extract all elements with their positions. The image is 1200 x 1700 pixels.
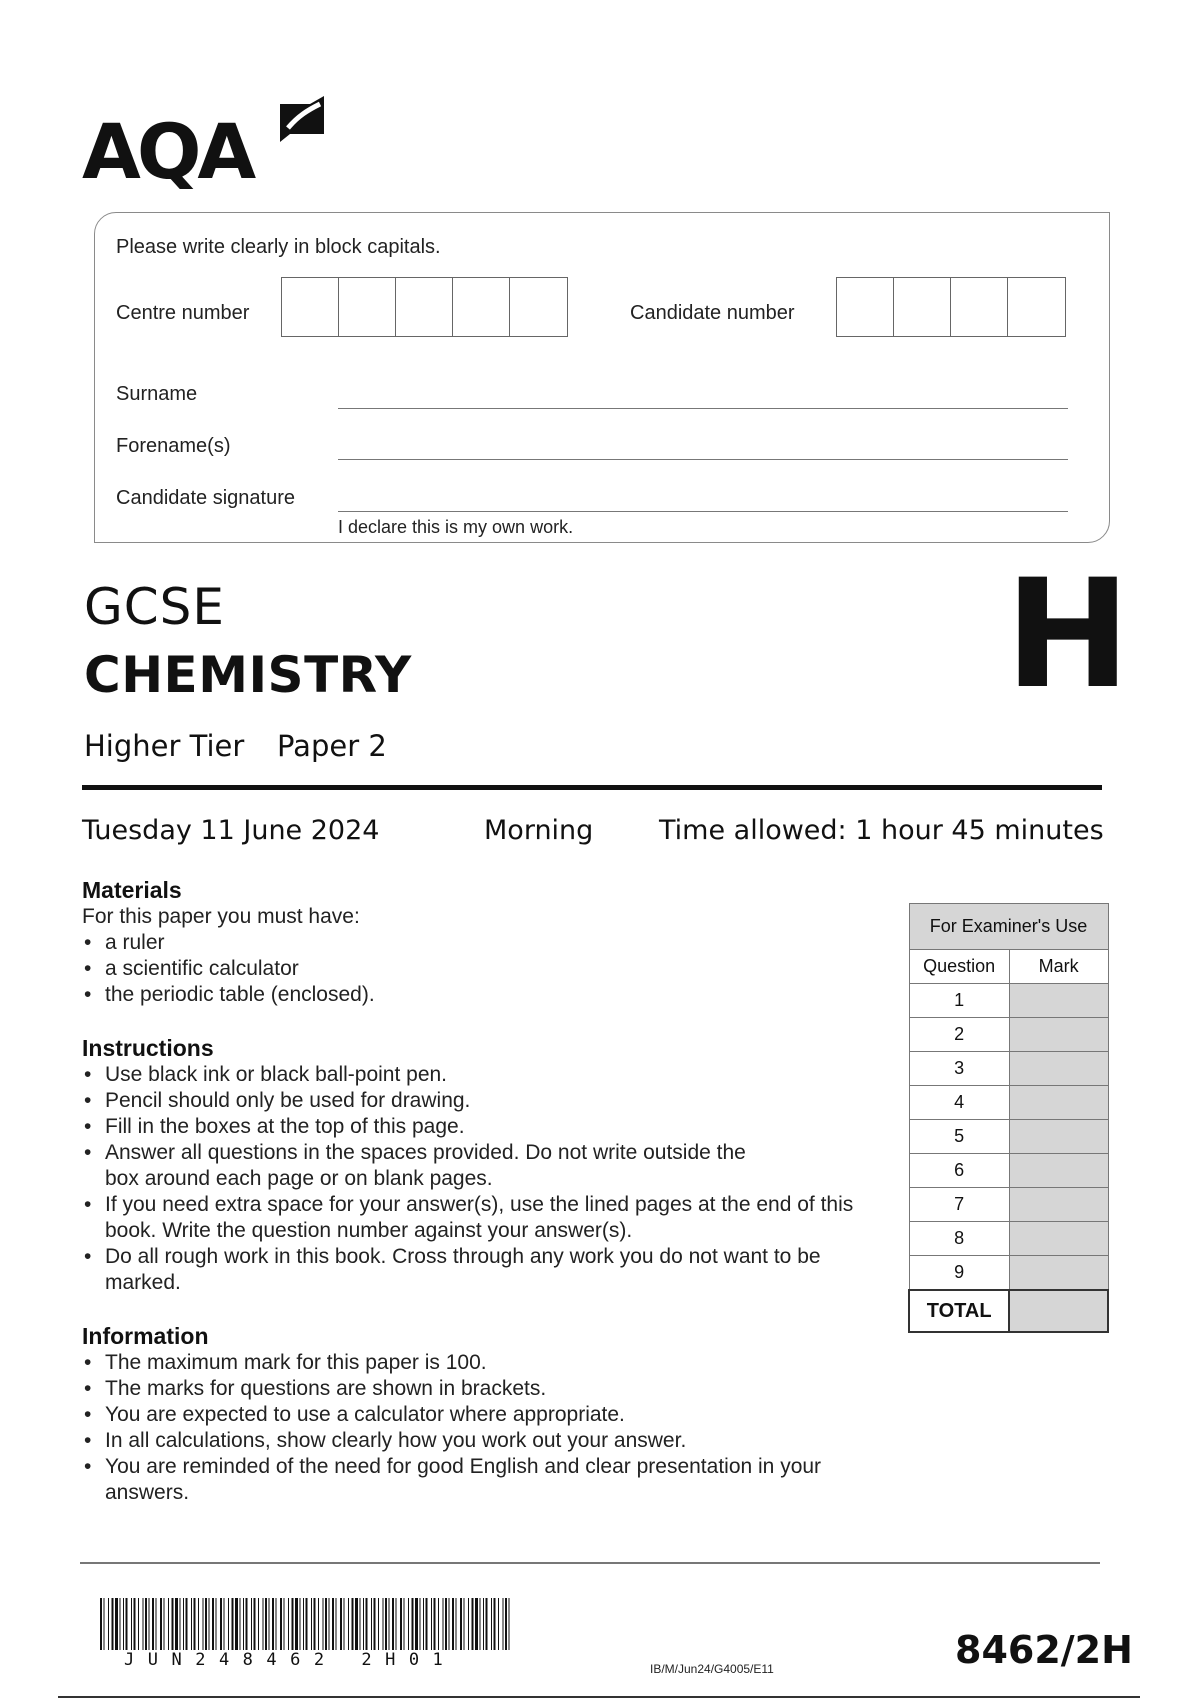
table-row — [909, 1018, 1108, 1052]
barcode-bar — [145, 1598, 147, 1650]
question-number: 7 — [909, 1188, 1009, 1222]
candidate-number-label: Candidate number — [630, 302, 795, 324]
qualification-level: GCSE — [84, 578, 225, 636]
barcode-bar — [494, 1598, 496, 1650]
barcode-bar — [232, 1598, 234, 1650]
barcode-bar — [360, 1598, 361, 1650]
barcode-bar — [134, 1598, 136, 1650]
barcode-bar — [164, 1598, 165, 1650]
declaration-text: I declare this is my own work. — [338, 517, 574, 537]
information-item: • You are reminded of the need for good English and clear presentation in your answers. — [82, 1454, 825, 1506]
materials-intro: For this paper you must have: — [82, 905, 360, 928]
question-column-header: Question — [909, 950, 1009, 984]
exam-date: Tuesday 11 June 2024 — [82, 815, 380, 846]
barcode-bar — [203, 1598, 204, 1650]
paper-label: Paper 2 — [277, 729, 387, 763]
barcode-bar — [385, 1598, 387, 1650]
barcode-bar — [152, 1598, 154, 1650]
barcode-bar — [220, 1598, 222, 1650]
table-row — [909, 1222, 1108, 1256]
barcode-bar — [156, 1598, 157, 1650]
barcode-bar — [183, 1598, 184, 1650]
barcode-bar — [486, 1598, 488, 1650]
mark-cell — [1009, 984, 1108, 1018]
question-number: 5 — [909, 1120, 1009, 1154]
barcode-bar — [175, 1598, 178, 1650]
barcode-bar — [363, 1598, 364, 1650]
barcode-bar — [228, 1598, 229, 1650]
barcode-bar — [352, 1598, 354, 1650]
barcode-bar — [452, 1598, 454, 1650]
surname-field[interactable] — [338, 408, 1068, 409]
barcode-bar — [449, 1598, 450, 1650]
barcode-bar — [472, 1598, 474, 1650]
centre-number-digit-box[interactable] — [453, 278, 510, 336]
total-mark-cell — [1009, 1290, 1108, 1332]
barcode-bar — [426, 1598, 428, 1650]
barcode-bar — [254, 1598, 256, 1650]
materials-section — [82, 877, 882, 1008]
barcode-text: JUN248462 2H01 — [124, 1650, 457, 1670]
tier-label: Higher Tier — [84, 729, 245, 763]
barcode-bar — [323, 1598, 324, 1650]
candidate-number-field[interactable] — [836, 277, 1066, 337]
barcode-bar — [295, 1598, 298, 1650]
barcode-bar — [311, 1598, 312, 1650]
mark-cell — [1009, 1222, 1108, 1256]
barcode-bar — [443, 1598, 444, 1650]
question-number: 2 — [909, 1018, 1009, 1052]
forename-label: Forename(s) — [116, 435, 231, 457]
barcode-bar — [224, 1598, 225, 1650]
total-label: TOTAL — [909, 1290, 1009, 1332]
table-row — [909, 1120, 1108, 1154]
barcode-bar — [212, 1598, 214, 1650]
barcode-bar — [100, 1598, 102, 1650]
barcode-bar — [348, 1598, 349, 1650]
information-item: • The marks for questions are shown in brackets. — [82, 1376, 842, 1402]
barcode-bar — [412, 1598, 414, 1650]
instruction-item: • Do all rough work in this book. Cross through any work you do not want to be marked. — [82, 1244, 845, 1296]
table-row — [909, 1154, 1108, 1188]
barcode-bar — [332, 1598, 334, 1650]
barcode-bar — [378, 1598, 379, 1650]
barcode-bar — [336, 1598, 337, 1650]
instruction-item: • Pencil should only be used for drawing. — [82, 1088, 872, 1114]
table-row — [909, 1086, 1108, 1120]
total-row — [909, 1290, 1108, 1332]
barcode-bar — [491, 1598, 492, 1650]
barcode-bar — [475, 1598, 478, 1650]
mark-cell — [1009, 1018, 1108, 1052]
barcode-bar — [258, 1598, 259, 1650]
barcode-bar — [168, 1598, 169, 1650]
barcode-bar — [172, 1598, 174, 1650]
barcode-bar — [431, 1598, 432, 1650]
barcode-bar — [366, 1598, 368, 1650]
centre-number-digit-box[interactable] — [396, 278, 453, 336]
barcode-bar — [392, 1598, 394, 1650]
barcode-bar — [396, 1598, 397, 1650]
barcode-bar — [340, 1598, 342, 1650]
barcode-bar — [498, 1598, 499, 1650]
barcode-bar — [329, 1598, 330, 1650]
barcode-bar — [355, 1598, 358, 1650]
block-capitals-instruction: Please write clearly in block capitals. — [116, 236, 441, 258]
barcode-bar — [276, 1598, 277, 1650]
barcode-bar — [438, 1598, 439, 1650]
candidate-number-digit-box[interactable] — [951, 278, 1008, 336]
barcode-bar — [246, 1598, 248, 1650]
materials-item: • a scientific calculator — [82, 956, 882, 982]
mark-cell — [1009, 1256, 1108, 1291]
information-heading: Information — [82, 1323, 209, 1349]
barcode-bar — [445, 1598, 447, 1650]
tier-letter: H — [1005, 548, 1131, 722]
barcode-bar — [325, 1598, 327, 1650]
instruction-item: • Use black ink or black ball-point pen. — [82, 1062, 872, 1088]
barcode-bar — [464, 1598, 465, 1650]
centre-number-digit-box[interactable] — [339, 278, 396, 336]
instructions-heading: Instructions — [82, 1035, 214, 1061]
barcode-bar — [269, 1598, 270, 1650]
barcode-bar — [288, 1598, 289, 1650]
svg-text:AQA: AQA — [82, 107, 253, 192]
examiner-table-title: For Examiner's Use — [909, 904, 1108, 950]
barcode-bar — [456, 1598, 457, 1650]
barcode-bar — [108, 1598, 109, 1650]
barcode-bar — [243, 1598, 244, 1650]
information-item: • The maximum mark for this paper is 100. — [82, 1350, 842, 1376]
table-row — [909, 1188, 1108, 1222]
candidate-number-digit-box[interactable] — [1008, 278, 1065, 336]
question-number: 8 — [909, 1222, 1009, 1256]
barcode-bar — [505, 1598, 507, 1650]
barcode-bar — [480, 1598, 481, 1650]
centre-number-digit-box[interactable] — [282, 278, 339, 336]
barcode-bar — [180, 1598, 181, 1650]
barcode-bar — [216, 1598, 217, 1650]
barcode-bar — [186, 1598, 188, 1650]
centre-number-field[interactable] — [281, 277, 568, 337]
barcode-bar — [404, 1598, 405, 1650]
barcode-bar — [131, 1598, 132, 1650]
question-number: 9 — [909, 1256, 1009, 1291]
barcode-bar — [126, 1598, 128, 1650]
barcode-bar — [303, 1598, 304, 1650]
surname-label: Surname — [116, 383, 198, 405]
barcode-bar — [240, 1598, 241, 1650]
aqa-logo — [82, 92, 352, 192]
instruction-item: • Answer all questions in the spaces provided. Do not write outside the box around each page or on blank pages. — [82, 1140, 785, 1192]
question-number: 3 — [909, 1052, 1009, 1086]
barcode-bar — [263, 1598, 264, 1650]
mark-cell — [1009, 1188, 1108, 1222]
barcode-bar — [468, 1598, 469, 1650]
table-row — [909, 1052, 1108, 1086]
page-bottom-rule — [58, 1696, 1140, 1698]
mark-cell — [1009, 1120, 1108, 1154]
mark-cell — [1009, 1154, 1108, 1188]
candidate-number-digit-box[interactable] — [837, 278, 894, 336]
barcode-bar — [423, 1598, 424, 1650]
mark-cell — [1009, 1052, 1108, 1086]
materials-item: • the periodic table (enclosed). — [82, 982, 882, 1008]
barcode-bar — [194, 1598, 196, 1650]
information-section — [82, 1323, 842, 1506]
mark-cell — [1009, 1086, 1108, 1120]
question-number: 1 — [909, 984, 1009, 1018]
barcode-bar — [284, 1598, 285, 1650]
barcode-bar — [123, 1598, 124, 1650]
time-allowed: Time allowed: 1 hour 45 minutes — [659, 815, 1104, 846]
instruction-item: • Fill in the boxes at the top of this page. — [82, 1114, 872, 1140]
information-item: • In all calculations, show clearly how you work out your answer. — [82, 1428, 842, 1454]
exam-session: Morning — [484, 815, 594, 846]
barcode-bar — [209, 1598, 210, 1650]
materials-heading: Materials — [82, 877, 182, 903]
paper-code: 8462/2H — [955, 1628, 1133, 1672]
barcode-bar — [198, 1598, 199, 1650]
barcode-bar — [292, 1598, 294, 1650]
barcode-bar — [503, 1598, 504, 1650]
examiner-use-table — [908, 903, 1109, 1333]
barcode-bar — [205, 1598, 207, 1650]
barcode-bar — [149, 1598, 150, 1650]
question-number: 6 — [909, 1154, 1009, 1188]
centre-number-label: Centre number — [116, 302, 250, 324]
barcode-bar — [160, 1598, 162, 1650]
barcode-bar — [483, 1598, 484, 1650]
table-row — [909, 984, 1108, 1018]
barcode-bar — [344, 1598, 345, 1650]
barcode-bar — [434, 1598, 436, 1650]
document-reference: IB/M/Jun24/G4005/E11 — [650, 1662, 774, 1676]
barcode-bar — [300, 1598, 301, 1650]
barcode-bar — [509, 1598, 510, 1650]
question-number: 4 — [909, 1086, 1009, 1120]
barcode-bar — [235, 1598, 238, 1650]
barcode-bar — [191, 1598, 192, 1650]
barcode-bar — [251, 1598, 252, 1650]
title-divider — [82, 785, 1102, 790]
barcode-bar — [104, 1598, 105, 1650]
barcode-bar — [265, 1598, 267, 1650]
barcode-bar — [420, 1598, 421, 1650]
barcode-bar — [115, 1598, 118, 1650]
barcode-bar — [389, 1598, 390, 1650]
barcode-bar — [280, 1598, 282, 1650]
materials-item: • a ruler — [82, 930, 882, 956]
barcode-bar — [138, 1598, 139, 1650]
centre-number-digit-box[interactable] — [510, 278, 567, 336]
table-row — [909, 1256, 1108, 1291]
mark-column-header: Mark — [1009, 950, 1108, 984]
footer-divider — [80, 1562, 1100, 1564]
barcode-bar — [112, 1598, 114, 1650]
barcode-bar — [120, 1598, 121, 1650]
barcode-bar — [143, 1598, 144, 1650]
forename-field[interactable] — [338, 459, 1068, 460]
barcode-bar — [408, 1598, 409, 1650]
barcode-bar — [460, 1598, 462, 1650]
barcode-bar — [400, 1598, 402, 1650]
signature-label: Candidate signature — [116, 487, 296, 509]
barcode-bar — [306, 1598, 308, 1650]
barcode-bar — [318, 1598, 319, 1650]
barcode-bar — [272, 1598, 274, 1650]
barcode-bar — [371, 1598, 372, 1650]
information-item: • You are expected to use a calculator where appropriate. — [82, 1402, 842, 1428]
instructions-section — [82, 1035, 872, 1296]
barcode — [100, 1598, 510, 1650]
barcode-bar — [383, 1598, 384, 1650]
candidate-number-digit-box[interactable] — [894, 278, 951, 336]
barcode-bar — [314, 1598, 316, 1650]
instruction-item: • If you need extra space for your answer(s), use the lined pages at the end of this book. Write the question number against your answer(s). — [82, 1192, 865, 1244]
barcode-bar — [415, 1598, 418, 1650]
barcode-bar — [374, 1598, 376, 1650]
signature-field[interactable] — [338, 511, 1068, 512]
subject-title: CHEMISTRY — [84, 646, 412, 704]
